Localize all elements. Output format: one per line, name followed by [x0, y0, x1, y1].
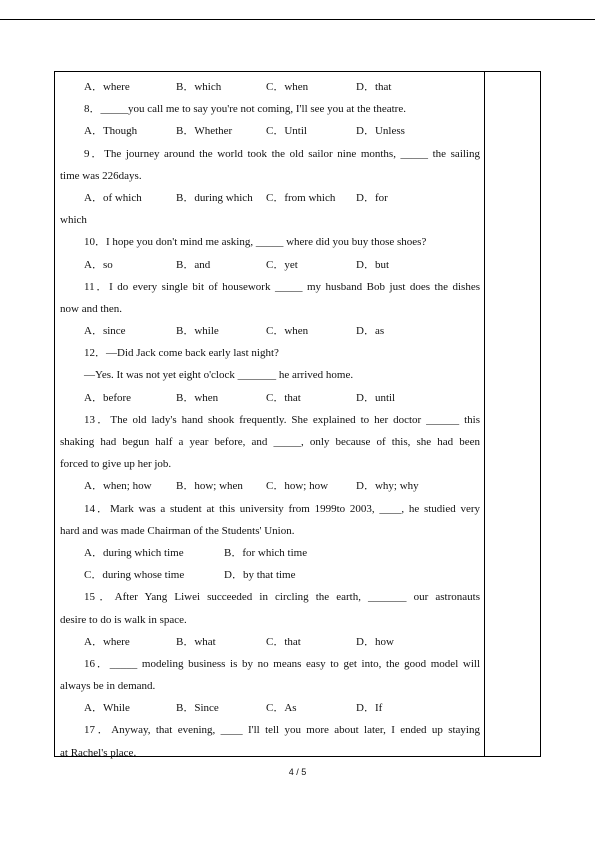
answer-options [60, 320, 480, 342]
option-a: A．before [84, 391, 132, 404]
question-content [60, 76, 480, 764]
option-d: D．but [356, 258, 389, 271]
question-line: 16．_____ modeling business is by no means easy to get into, the good model will [84, 657, 480, 670]
answer-options [60, 387, 480, 409]
option-b: B．what [176, 635, 216, 648]
option-d: D．until [356, 391, 396, 404]
question-line: 17．Anyway, that evening, ____ I'll tell you more about later, I ended up staying [84, 724, 480, 737]
option-a: C．during whose time [84, 569, 185, 582]
option-b: B．Whether [176, 125, 233, 138]
page-number: 4 / 5 [288, 767, 307, 777]
option-c: C．As [266, 702, 297, 715]
question-line: now and then. [60, 302, 123, 315]
question-line: 15．After Yang Liwei succeeded in circling the earth, _______ our astronauts [84, 591, 480, 604]
question-line: always be in demand. [60, 680, 156, 693]
option-d: D．for [356, 191, 388, 204]
option-a: A．While [84, 702, 130, 715]
option-a: A．so [84, 258, 113, 271]
question-line: 9．The journey around the world took the old sailor nine months, _____ the sailing [84, 147, 480, 160]
option-c: C．from which [266, 191, 336, 204]
option-d: D．why; why [356, 480, 419, 493]
option-c: C．that [266, 391, 301, 404]
table-column-divider [484, 71, 485, 757]
header-rule [0, 19, 595, 20]
option-a: A．during which time [84, 546, 184, 559]
option-d: D．that [356, 81, 392, 93]
option-a: A．since [84, 325, 126, 338]
option-b: B．during which [176, 191, 253, 204]
option-d: D．Unless [356, 125, 405, 138]
answer-options [60, 542, 480, 564]
option-a: A．where [84, 81, 130, 93]
question-line: shaking had begun half a year before, and _____, only because of this, she had been [60, 436, 480, 448]
option-c: C．when [266, 325, 309, 338]
option-a: A．where [84, 635, 130, 648]
question-line: 8．_____you call me to say you're not coming, I'll see you at the theatre. [84, 103, 406, 116]
option-b: B．which [176, 81, 222, 93]
question-line: time was 226days. [60, 169, 142, 182]
answer-options [60, 631, 480, 653]
answer-options [60, 187, 480, 209]
option-b: B．how; when [176, 480, 243, 493]
question-line: 14．Mark was a student at this university from 1999to 2003, ____, he studied very [84, 502, 480, 515]
option-a: A．when; how [84, 480, 152, 493]
option-c: C．when [266, 81, 309, 93]
question-line: 13．The old lady's hand shook frequently. She explained to her doctor ______ this [84, 413, 480, 426]
answer-options [60, 564, 480, 586]
option-b: B．while [176, 325, 219, 338]
option-d: D．how [356, 635, 394, 648]
option-c: C．Until [266, 125, 307, 138]
question-line: at Rachel's place. [60, 746, 137, 759]
option-b: D．by that time [224, 569, 296, 582]
answer-options [60, 697, 480, 719]
question-line: 11．I do every single bit of housework _____ my husband Bob just does the dishes [84, 280, 480, 293]
option-d: D．as [356, 325, 385, 338]
option-c: C．yet [266, 258, 298, 271]
question-line: —Yes. It was not yet eight o'clock _______ he arrived home. [84, 369, 354, 382]
option-a: A．Though [84, 125, 138, 138]
option-b: B．and [176, 258, 211, 271]
question-line: 12．—Did Jack come back early last night? [84, 347, 279, 360]
option-b: B．for which time [224, 546, 308, 559]
question-line: 10．I hope you don't mind me asking, _____ where did you buy those shoes? [84, 236, 427, 249]
answer-options [60, 120, 480, 142]
option-d: D．If [356, 702, 383, 715]
answer-options [60, 76, 480, 98]
option-a: A．of which [84, 191, 142, 204]
option-c: C．how; how [266, 480, 329, 493]
option-b: B．when [176, 391, 219, 404]
option-b: B．Since [176, 702, 219, 715]
option-c: C．that [266, 635, 301, 648]
question-line: desire to do is walk in space. [60, 613, 187, 626]
answer-options [60, 254, 480, 276]
answer-options [60, 475, 480, 497]
question-line: forced to give up her job. [60, 458, 172, 471]
question-line: which [60, 214, 87, 227]
question-line: hard and was made Chairman of the Students' Union. [60, 524, 295, 537]
